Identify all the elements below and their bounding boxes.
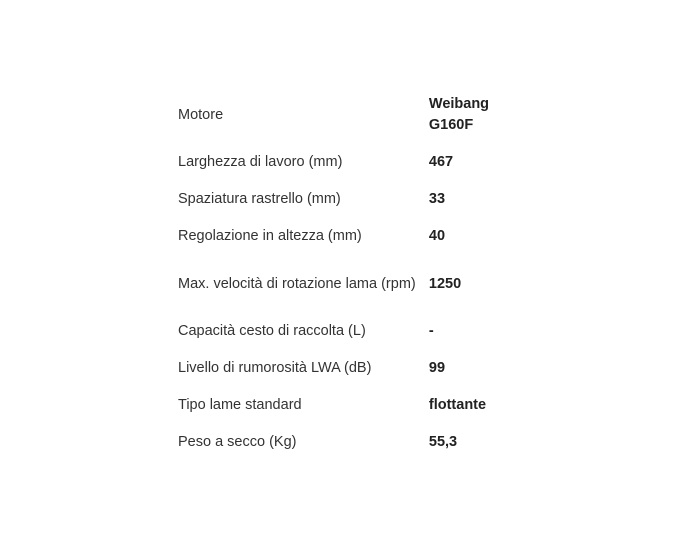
- spec-label: Max. velocità di rotazione lama (rpm): [178, 275, 416, 292]
- spec-row-tipo-lame: [172, 387, 502, 424]
- spec-row-regolazione: [172, 218, 502, 255]
- spec-row-spaziatura: [172, 181, 502, 218]
- spec-label: Capacità cesto di raccolta (L): [178, 323, 366, 339]
- spec-label: Regolazione in altezza (mm): [178, 228, 362, 244]
- spec-label: Peso a secco (Kg): [178, 434, 297, 450]
- spec-row-capacita: [172, 313, 502, 350]
- spec-value: 33: [428, 191, 446, 207]
- spec-row-motore: [172, 86, 502, 144]
- spec-value: 99: [428, 360, 446, 376]
- spec-value: 40: [428, 228, 446, 244]
- spec-value-text: Weibang G160F: [428, 96, 490, 133]
- spec-value: flottante: [428, 397, 487, 413]
- spec-value: 1250: [428, 275, 462, 292]
- spec-row-peso: [172, 424, 502, 461]
- spec-value: -: [428, 323, 434, 339]
- spec-label: Livello di rumorosità LWA (dB): [178, 360, 372, 376]
- spec-label: Tipo lame standard: [178, 397, 302, 413]
- spec-row-rumorosita: [172, 350, 502, 387]
- spec-value: [429, 86, 502, 144]
- spec-value: 55,3: [428, 434, 458, 450]
- spec-row-velocita: [172, 255, 502, 313]
- spec-label: Larghezza di lavoro (mm): [178, 154, 343, 170]
- spec-label: Spaziatura rastrello (mm): [178, 191, 341, 207]
- spec-label: Motore: [178, 106, 224, 123]
- spec-row-larghezza: [172, 144, 502, 181]
- spec-value: 467: [428, 154, 454, 170]
- spec-table: [172, 86, 502, 461]
